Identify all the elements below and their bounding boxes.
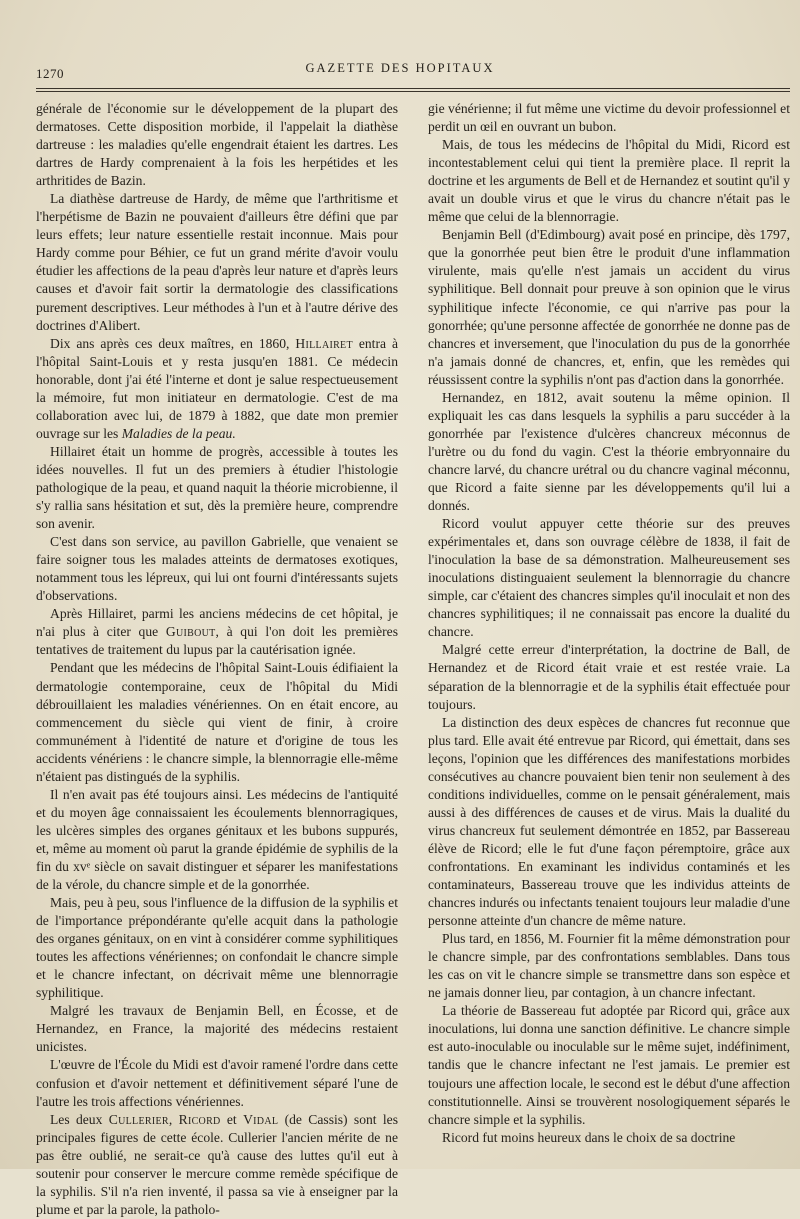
paragraph: La théorie de Bassereau fut adoptée par Ricord qui, grâce aux inoculations, lui donna une sanction définitive. Le chancre simple est auto-inoculable ou inoculable sur le même sujet, indéfiniment, tandis que le chancre infectant ne l'est jamais. Le premier est toujours une affection locale, le second est le début d'une affection constitutionnelle. Ainsi se trouvèrent nosologiquement séparés le chancre simple et la syphilis.	[428, 1003, 790, 1127]
paragraph: L'œuvre de l'École du Midi est d'avoir ramené l'ordre dans cette confusion et d'avoir nettement et définitivement séparé l'une de l'autre les trois affections vénériennes.	[36, 1057, 398, 1109]
header-rule	[36, 88, 790, 89]
paragraph: Mais, peu à peu, sous l'influence de la diffusion de la syphilis et de l'importance prépondérante qu'elle acquit dans la pathologie des organes génitaux, on en vint à considérer comme syphilitiques toutes les affections vénériennes; on confondait le chancre simple et le chancre infectant, on décrivait même une blennorragie syphilitique.	[36, 895, 398, 1001]
paragraph: générale de l'économie sur le développement de la plupart des dermatoses. Cette disposition morbide, il l'appelait la diathèse dartreuse : les maladies qu'elle engendrait étaient les dartres. Les dartres de Hardy comprenaient à la fois les herpétides et les arthritides de Bazin.	[36, 101, 398, 189]
right-column	[428, 100, 790, 1147]
paragraph: Dix ans après ces deux maîtres, en 1860, Hillairet entra à l'hôpital Saint-Louis et y resta jusqu'en 1881. Ce médecin honorable, dont j'ai été l'interne et dont je salue respectueusement la mémoire, fut mon initiateur en dermatologie. C'est de ma collaboration avec lui, de 1879 à 1882, que date mon premier ouvrage sur les Maladies de la peau.	[36, 335, 398, 441]
paragraph: Benjamin Bell (d'Edimbourg) avait posé en principe, dès 1797, que la gonorrhée peut bien être le produit d'une inflammation virulente, mais qu'elle n'est jamais un accident du virus syphilitique. Bell donnait pour preuve à son opinion que le virus syphilitique infecte l'économie, ce qui n'arrive pas pour la gonorrhée; qu'une personne affectée de gonorrhée ne donne pas de chancres et inversement, que l'inoculation du pus de la gonorrhée n'a jamais donné de chancres, et, enfin, que les remèdes qui réussissent contre la syphilis n'ont pas d'action dans la gonorrhée.	[428, 227, 790, 387]
paragraph: C'est dans son service, au pavillon Gabrielle, que venaient se faire soigner tous les malades atteints de dermatoses exotiques, notamment tous les lépreux, qui lui ont fourni d'intéressants sujets d'observations.	[36, 534, 398, 604]
page-number: 1270	[36, 66, 64, 81]
paragraph: La diathèse dartreuse de Hardy, de même que l'arthritisme et l'herpétisme de Bazin ne pouvaient d'ailleurs être défini que par leurs effets; leur nature essentielle restait inconnue. Mais pour Hardy comme pour Béhier, ce fut un grand mérite d'avoir voulu étudier les affections de la peau d'après leur nature et d'après leurs causes et d'avoir fait sortir la dermatologie des classifications purement descriptives. Leur méthodes à l'un et à l'autre dérive des doctrines d'Alibert.	[36, 191, 398, 333]
paragraph: Plus tard, en 1856, M. Fournier fit la même démonstration pour le chancre simple, par des confrontations semblables. Dans tous les cas on vit le chancre simple se transmettre dans son espèce et ne jamais donner lieu, par contagion, à un chancre infectant.	[428, 931, 790, 1001]
running-title: GAZETTE DES HOPITAUX	[305, 61, 495, 75]
author-name: Guibout	[165, 624, 216, 640]
book-title: Maladies de la peau.	[121, 425, 236, 441]
left-column	[36, 100, 398, 1219]
paragraph: gie vénérienne; il fut même une victime du devoir professionnel et perdit un œil en ouvrant un bubon.	[428, 101, 790, 135]
paragraph: Malgré cette erreur d'interprétation, la doctrine de Ball, de Hernandez et de Ricord était vraie et est restée vraie. La séparation de la blennorragie et de la syphilis était effectuée pour toujours.	[428, 642, 790, 712]
author-name: Vidal	[243, 1111, 279, 1127]
paragraph: Il n'en avait pas été toujours ainsi. Les médecins de l'antiquité et du moyen âge connaissaient les écoulements blennorragiques, les ulcères simples des organes génitaux et les bubons suppurés, et, même au moment où parut la grande épidémie de syphilis de la fin du xvᵉ siècle on savait distinguer et séparer les manifestations de la vérole, du chancre simple et de la gonorrhée.	[36, 786, 398, 893]
paragraph: Hernandez, en 1812, avait soutenu la même opinion. Il expliquait les cas dans lesquels la syphilis a paru succéder à la gonorrhée par l'existence d'ulcères chancreux méconnus de l'urètre ou du fond du vagin. C'est la théorie embryonnaire du chancre larvé, du chancre urétral ou du chancre vaginal méconnu, que Ricord a faite sienne par les développements qu'il lui a donnés.	[428, 389, 790, 514]
paragraph: Malgré les travaux de Benjamin Bell, en Écosse, et de Hernandez, en France, la majorité des médecins restaient unicistes.	[36, 1003, 398, 1055]
paragraph: Les deux Cullerier, Ricord et Vidal (de Cassis) sont les principales figures de cette école. Cullerier l'ancien mérite de ne pas être oublié, ne serait-ce qu'à cause des luttes qu'il eut à soutenir pour conserver le mercure comme remède spécifique de la syphilis. S'il n'a rien inventé, il passa sa vie à enseigner par la plume et par la parole, la patholo-	[36, 1111, 399, 1217]
paragraph: Ricord fut moins heureux dans le choix de sa doctrine	[442, 1129, 736, 1145]
paragraph: Hillairet était un homme de progrès, accessible à toutes les idées nouvelles. Il fut un des premiers à étudier l'histologie pathologique de la peau, et quand naquit la théorie microbienne, il s'y rallia sans hésitation et sut, dès la première heure, comprendre son avenir.	[36, 443, 398, 532]
paragraph: Ricord voulut appuyer cette théorie sur des preuves expérimentales et, dans son ouvrage célèbre de 1838, il fait de l'inoculation la base de sa démonstration. Malheureusement ses inoculations distinguaient seulement la blennorragie du chancre simple, car c'étaient des chancres simples qu'il inoculait et non des chancres syphilitiques; il ne connaissait pas encore la dualité du chancre.	[428, 516, 790, 640]
paragraph: La distinction des deux espèces de chancres fut reconnue que plus tard. Elle avait été entrevue par Ricord, qui émettait, dans ses leçons, l'opinion que les différences des manifestations morbides consécutives au chancre pouvaient bien tenir non seulement à des conditions individuelles, comme on le pensait généralement, mais aussi à des différences de causes et de virus. Mais la dualité du virus chancreux fut seulement démontrée en 1852, par Bassereau élève de Ricord; elle le fut d'une façon péremptoire, grâce aux confrontations. En examinant les individus contaminés et les contaminateurs, Bassereau trouve que les individus atteints de chancres indurés ou infectants tenaient toujours leur maladie d'une personne atteinte d'un chancre de même nature.	[428, 714, 790, 929]
paragraph: Pendant que les médecins de l'hôpital Saint-Louis édifiaient la dermatologie contemporaine, ceux de l'hôpital du Midi débrouillaient les maladies vénériennes. On en était encore, au commencement du siècle qui vient de finir, à croire communément à l'identité de nature et d'origine de tous les accidents vénériens : le chancre simple, la blennorragie elle-même n'étaient pas distingués de la syphilis.	[36, 660, 398, 784]
author-name: Cullerier	[108, 1111, 169, 1127]
paragraph: Après Hillairet, parmi les anciens médecins de cet hôpital, je n'ai plus à citer que Guibout, à qui l'on doit les premières tentatives de traitement du lupus par la cautérisation ignée.	[36, 606, 398, 658]
header-rule	[36, 91, 790, 92]
author-name: Hillairet	[295, 335, 353, 351]
author-name: Ricord	[178, 1111, 221, 1127]
paragraph: Mais, de tous les médecins de l'hôpital du Midi, Ricord est incontestablement celui qui tient la première place. Il reprit la doctrine et les arguments de Bell et de Hernandez et soutint qu'il y avait un double virus et que le virus du chancre n'était pas le même que celui de la blennorragie.	[428, 137, 790, 225]
